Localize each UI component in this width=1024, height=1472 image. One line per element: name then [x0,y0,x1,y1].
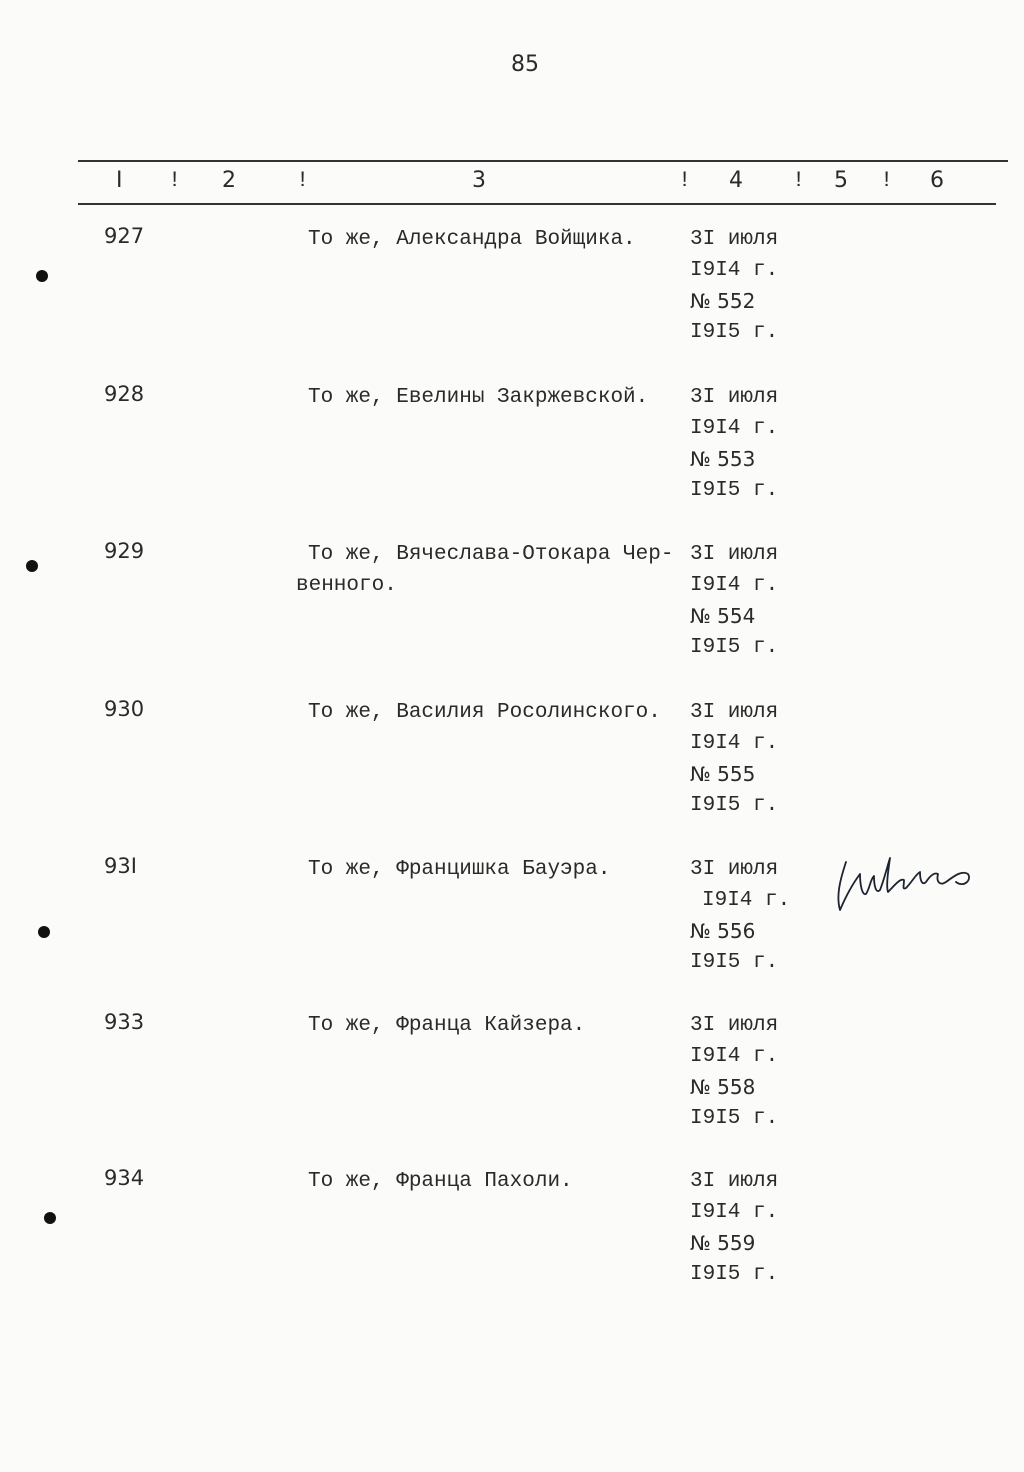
description-line: То же, Вячеслава-Отокара Чер- [308,543,674,566]
table-row [0,1010,1024,1160]
record-description [296,854,680,885]
year-line: I9I4 г. [690,574,779,597]
record-description [296,382,680,413]
description-line: То же, Франца Кайзера. [308,1014,586,1037]
header-bottom-rule [78,203,996,205]
description-line: То же, Василия Росолинского. [308,701,661,724]
column-separator: ! [678,168,692,193]
record-date [690,1166,778,1290]
column-header-2: 2 [222,168,236,193]
record-number: 933 [104,1010,145,1034]
record-date [690,539,778,663]
punch-hole-mark [26,560,38,572]
date-line: 3I июля [690,701,779,724]
record-description [296,224,680,255]
punch-hole-mark [38,926,50,938]
date-line: 3I июля [690,1170,779,1193]
table-row [0,382,1024,532]
page-number: 85 [511,52,539,77]
record-description [296,697,680,728]
record-description [296,1166,680,1197]
doc-year: I9I5 г. [690,794,779,817]
year-line: I9I4 г. [690,1045,779,1068]
punch-hole-mark [44,1212,56,1224]
doc-number: № 558 [690,1075,756,1099]
record-date [690,1010,778,1134]
doc-year: I9I5 г. [690,636,779,659]
doc-number: № 556 [690,919,756,943]
column-separator: ! [792,168,806,193]
description-line: венного. [296,574,397,597]
record-number: 928 [104,382,145,406]
record-description [296,539,680,601]
description-line: То же, Александра Войщика. [308,228,636,251]
column-separator: ! [296,168,310,193]
column-separator: ! [880,168,894,193]
description-line: То же, Евелины Закржевской. [308,386,649,409]
record-date [690,697,778,821]
record-number: 93I [104,854,137,878]
record-number: 927 [104,224,145,248]
doc-year: I9I5 г. [690,1107,779,1130]
doc-year: I9I5 г. [690,951,779,974]
table-row [0,697,1024,847]
table-row [0,1166,1024,1316]
column-header-6: 6 [930,168,944,193]
handwritten-signature-icon [832,852,982,916]
record-description [296,1010,680,1041]
header-top-rule [78,160,1008,162]
column-header-1: I [116,168,123,193]
record-number: 929 [104,539,145,563]
record-date [690,854,790,978]
year-line: I9I4 г. [690,417,779,440]
record-date [690,224,778,348]
doc-number: № 559 [690,1231,756,1255]
date-line: 3I июля [690,858,779,881]
record-number: 934 [104,1166,145,1190]
date-line: 3I июля [690,228,779,251]
description-line: То же, Францишка Бауэра. [308,858,611,881]
column-separator: ! [168,168,182,193]
table-row [0,539,1024,689]
doc-number: № 555 [690,762,756,786]
date-line: 3I июля [690,1014,779,1037]
table-row [0,224,1024,374]
punch-hole-mark [36,270,48,282]
year-line: I9I4 г. [690,1201,779,1224]
record-number: 930 [104,697,145,721]
record-date [690,382,778,506]
column-header-4: 4 [729,168,743,193]
column-header-5: 5 [834,168,848,193]
doc-year: I9I5 г. [690,321,779,344]
year-line: I9I4 г. [690,259,779,282]
handwritten-annotation [832,852,982,921]
column-header-3: 3 [472,168,486,193]
doc-number: № 552 [690,289,756,313]
doc-number: № 553 [690,447,756,471]
year-line: I9I4 г. [702,889,791,912]
doc-year: I9I5 г. [690,1263,779,1286]
doc-number: № 554 [690,604,756,628]
year-line: I9I4 г. [690,732,779,755]
date-line: 3I июля [690,543,779,566]
description-line: То же, Франца Пахоли. [308,1170,573,1193]
date-line: 3I июля [690,386,779,409]
doc-year: I9I5 г. [690,479,779,502]
